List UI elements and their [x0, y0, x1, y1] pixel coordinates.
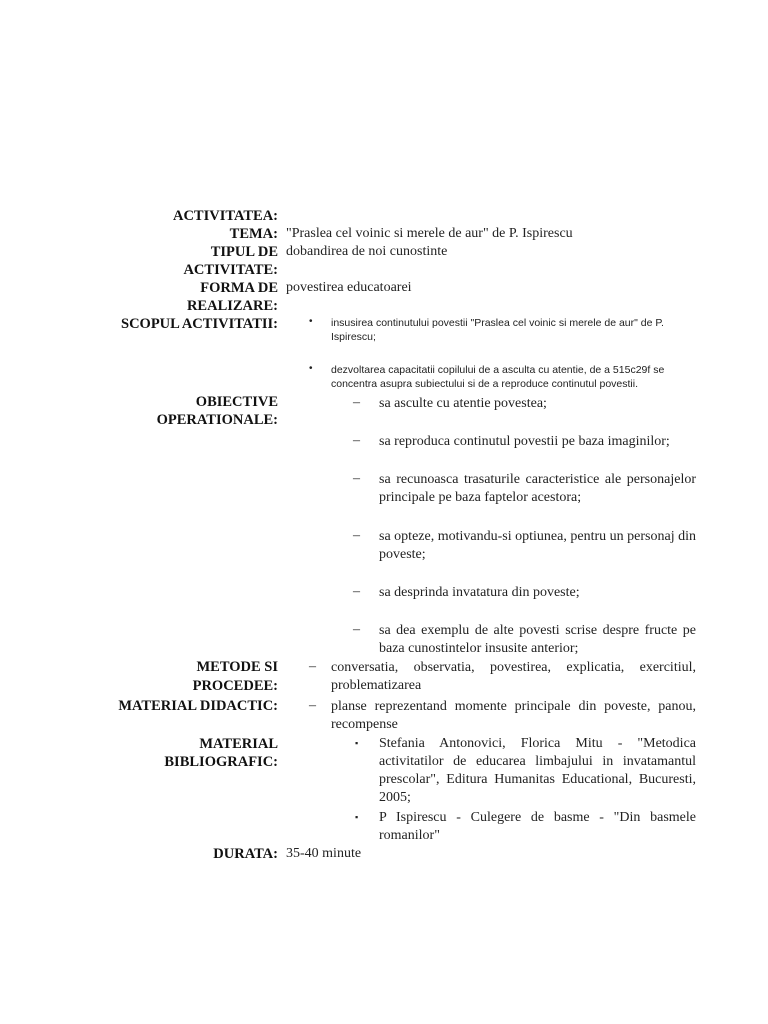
obiectiv-item: sa dea exemplu de alte povesti scrise despre fructe pe baza cunostintelor insusite anterior; [379, 623, 696, 656]
dash-icon: – [353, 528, 360, 543]
label-obiective-1: OBIECTIVE [195, 394, 278, 410]
biblio-item: Stefania Antonovici, Florica Mitu - "Metodica activitatilor de educarea limbajului in invatamantul prescolar", Editura Humanitas Educational, Bucuresti, 2005; [379, 736, 696, 805]
label-tipul-2: ACTIVITATE: [183, 262, 278, 278]
label-tipul-1: TIPUL DE [210, 244, 278, 260]
obiectiv-item: sa opteze, motivandu-si optiunea, pentru un personaj din poveste; [379, 529, 696, 562]
bullet-icon: • [309, 316, 313, 327]
biblio-item: P Ispirescu - Culegere de basme - "Din basmele romanilor" [379, 810, 696, 843]
scopul-item: dezvoltarea capacitatii copilului de a asculta cu atentie, de a 515c29f se concentra asupra subiectului si de a reproduce continutul povestii. [331, 364, 665, 390]
scopul-item: insusirea continutului povestii "Praslea cel voinic si merele de aur" de P. Ispirescu; [331, 317, 664, 343]
dash-icon: – [353, 395, 360, 410]
obiectiv-item: sa asculte cu atentie povestea; [379, 396, 547, 411]
label-biblio-2: BIBLIOGRAFIC: [164, 754, 278, 770]
label-activitatea: ACTIVITATEA: [172, 208, 278, 224]
dash-icon: – [353, 433, 360, 448]
label-material-didactic: MATERIAL DIDACTIC: [118, 698, 278, 714]
label-biblio-1: MATERIAL [199, 736, 278, 752]
dash-icon: – [309, 659, 316, 674]
value-durata: 35-40 minute [286, 846, 362, 861]
label-durata: DURATA: [213, 846, 278, 862]
label-obiective-2: OPERATIONALE: [156, 412, 278, 428]
obiectiv-item: sa reproduca continutul povestii pe baza imaginilor; [379, 434, 670, 449]
obiectiv-item: sa desprinda invatatura din poveste; [379, 585, 580, 600]
metode-text: conversatia, observatia, povestirea, explicatia, exercitiul, problematizarea [331, 660, 696, 693]
value-tipul: dobandirea de noi cunostinte [286, 244, 448, 259]
value-forma: povestirea educatoarei [286, 280, 412, 295]
label-metode-1: METODE SI [196, 659, 278, 675]
dash-icon: – [353, 584, 360, 599]
dash-icon: – [353, 471, 360, 486]
label-forma-2: REALIZARE: [186, 298, 278, 314]
obiectiv-item: sa recunoasca trasaturile caracteristice ale personajelor principale pe baza faptelor acestora; [379, 472, 696, 505]
label-scopul: SCOPUL ACTIVITATII: [121, 316, 278, 332]
square-bullet-icon: ▪ [355, 738, 359, 748]
label-metode-2: PROCEDEE: [192, 678, 278, 694]
value-tema: "Praslea cel voinic si merele de aur" de P. Ispirescu [286, 226, 573, 241]
dash-icon: – [309, 698, 316, 713]
material-didactic-text: planse reprezentand momente principale din poveste, panou, recompense [331, 699, 696, 732]
bullet-icon: • [309, 363, 313, 374]
dash-icon: – [353, 622, 360, 637]
label-forma-1: FORMA DE [200, 280, 278, 296]
label-tema: TEMA: [229, 226, 278, 242]
square-bullet-icon: ▪ [355, 812, 359, 822]
